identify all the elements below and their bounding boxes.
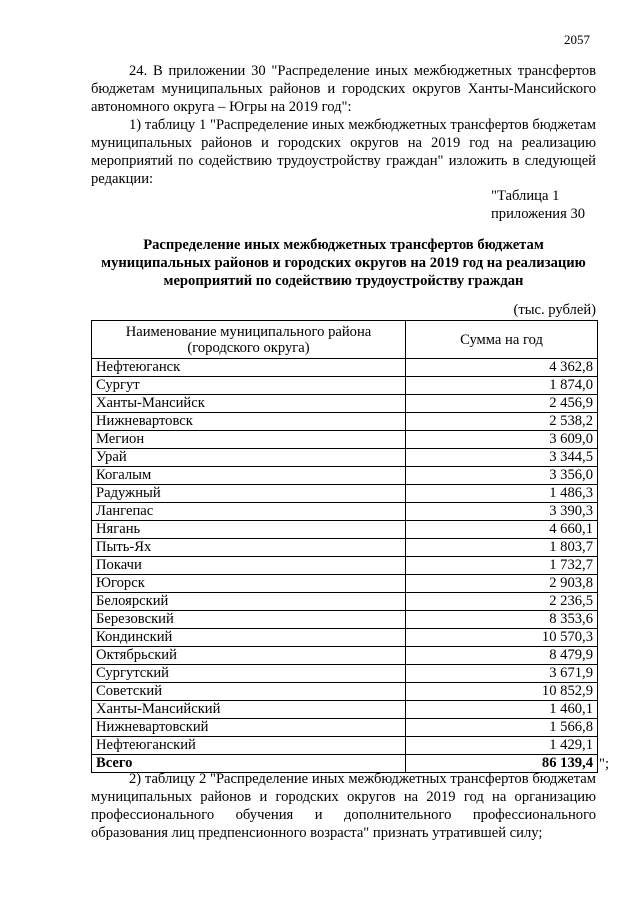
row-sum: 3 356,0 bbox=[406, 467, 598, 485]
row-name: Нягань bbox=[92, 521, 406, 539]
row-name: Нижневартовск bbox=[92, 413, 406, 431]
row-sum: 1 429,1 bbox=[406, 737, 598, 755]
row-name: Ханты-Мансийский bbox=[92, 701, 406, 719]
row-sum: 8 353,6 bbox=[406, 611, 598, 629]
row-name: Нефтеюганск bbox=[92, 359, 406, 377]
page-number: 2057 bbox=[564, 32, 590, 47]
units-label: (тыс. рублей) bbox=[513, 302, 596, 318]
table-row bbox=[92, 431, 598, 449]
row-name: Кондинский bbox=[92, 629, 406, 647]
table-row bbox=[92, 521, 598, 539]
row-sum: 1 566,8 bbox=[406, 719, 598, 737]
row-sum: 1 460,1 bbox=[406, 701, 598, 719]
table-row bbox=[92, 485, 598, 503]
row-name: Советский bbox=[92, 683, 406, 701]
table-row bbox=[92, 449, 598, 467]
row-name: Сургут bbox=[92, 377, 406, 395]
row-sum: 3 344,5 bbox=[406, 449, 598, 467]
table-row bbox=[92, 575, 598, 593]
row-sum: 1 874,0 bbox=[406, 377, 598, 395]
row-sum: 1 486,3 bbox=[406, 485, 598, 503]
row-name: Белоярский bbox=[92, 593, 406, 611]
row-sum: 4 362,8 bbox=[406, 359, 598, 377]
row-sum: 3 390,3 bbox=[406, 503, 598, 521]
table-row bbox=[92, 719, 598, 737]
row-name: Когалым bbox=[92, 467, 406, 485]
row-sum: 4 660,1 bbox=[406, 521, 598, 539]
row-name: Мегион bbox=[92, 431, 406, 449]
table-row bbox=[92, 665, 598, 683]
table-row bbox=[92, 557, 598, 575]
row-sum: 2 538,2 bbox=[406, 413, 598, 431]
row-name: Пыть-Ях bbox=[92, 539, 406, 557]
table-reference-line1: "Таблица 1 bbox=[491, 188, 560, 204]
row-sum: 3 671,9 bbox=[406, 665, 598, 683]
row-sum: 1 803,7 bbox=[406, 539, 598, 557]
row-name: Югорск bbox=[92, 575, 406, 593]
table-row bbox=[92, 647, 598, 665]
table-title: Распределение иных межбюджетных трансфертов бюджетам муниципальных районов и городских округов на 2019 год на реализацию мероприятий по содействию трудоустройству граждан bbox=[101, 237, 586, 289]
table-row bbox=[92, 413, 598, 431]
table-row bbox=[92, 539, 598, 557]
row-name: Покачи bbox=[92, 557, 406, 575]
table-closing-quote: "; bbox=[599, 756, 610, 772]
row-sum: 10 852,9 bbox=[406, 683, 598, 701]
row-sum: 2 903,8 bbox=[406, 575, 598, 593]
row-name: Сургутский bbox=[92, 665, 406, 683]
table-row bbox=[92, 683, 598, 701]
row-sum: 2 456,9 bbox=[406, 395, 598, 413]
table-row bbox=[92, 503, 598, 521]
table-row bbox=[92, 737, 598, 755]
table-row bbox=[92, 377, 598, 395]
table-row bbox=[92, 467, 598, 485]
table-row bbox=[92, 359, 598, 377]
total-label: Всего bbox=[92, 755, 406, 773]
row-name: Октябрьский bbox=[92, 647, 406, 665]
row-name: Ханты-Мансийск bbox=[92, 395, 406, 413]
item1-paragraph: 1) таблицу 1 "Распределение иных межбюджетных трансфертов бюджетам муниципальных районов и городских округов на 2019 год на реализацию мероприятий по содействию трудоустройству граждан" изложить в следующей редакции: bbox=[91, 117, 596, 187]
table-reference-line2: приложения 30 bbox=[491, 206, 586, 222]
row-sum: 1 732,7 bbox=[406, 557, 598, 575]
intro-paragraph: 24. В приложении 30 "Распределение иных межбюджетных трансфертов бюджетам муниципальных районов и городских округов Ханты-Мансийского автономного округа – Югры на 2019 год": bbox=[91, 63, 596, 115]
row-name: Нефтеюганский bbox=[92, 737, 406, 755]
row-name: Нижневартовский bbox=[92, 719, 406, 737]
item2-paragraph: 2) таблицу 2 "Распределение иных межбюджетных трансфертов бюджетам муниципальных районов и городских округов на 2019 год на организацию профессионального обучения и дополнительного профессионального образования лиц предпенсионного возраста" признать утратившей силу; bbox=[91, 771, 596, 841]
table-row bbox=[92, 701, 598, 719]
table-row bbox=[92, 611, 598, 629]
table-reference bbox=[491, 187, 585, 223]
distribution-table bbox=[91, 320, 598, 773]
total-sum: 86 139,4 bbox=[406, 755, 598, 773]
row-sum: 10 570,3 bbox=[406, 629, 598, 647]
row-sum: 2 236,5 bbox=[406, 593, 598, 611]
table-row bbox=[92, 629, 598, 647]
row-name: Урай bbox=[92, 449, 406, 467]
table-row bbox=[92, 593, 598, 611]
header-name: Наименование муниципального района (городского округа) bbox=[92, 321, 406, 359]
table-header-row bbox=[92, 321, 598, 359]
row-sum: 8 479,9 bbox=[406, 647, 598, 665]
table-row bbox=[92, 395, 598, 413]
header-sum: Сумма на год bbox=[406, 321, 598, 359]
row-name: Радужный bbox=[92, 485, 406, 503]
table-body bbox=[92, 359, 598, 773]
row-name: Лангепас bbox=[92, 503, 406, 521]
row-name: Березовский bbox=[92, 611, 406, 629]
row-sum: 3 609,0 bbox=[406, 431, 598, 449]
